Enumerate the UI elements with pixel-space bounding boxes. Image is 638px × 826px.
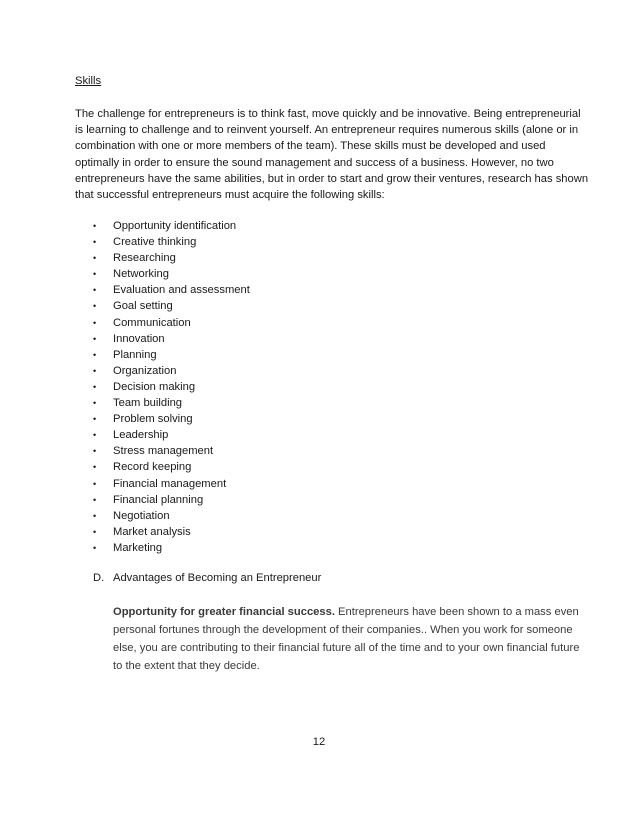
bullet-icon: • bbox=[93, 478, 97, 489]
skill-label: Goal setting bbox=[113, 300, 173, 313]
bullet-icon: • bbox=[93, 365, 97, 376]
skills-list bbox=[93, 218, 250, 556]
section-title: Advantages of Becoming an Entrepreneur bbox=[113, 572, 322, 584]
section-letter: D. bbox=[93, 572, 105, 584]
advantage-bold-lead: Opportunity for greater financial success. bbox=[113, 606, 335, 618]
bullet-icon: • bbox=[93, 253, 97, 264]
paragraph-line: The challenge for entrepreneurs is to think fast, move quickly and be innovative. Being entrepreneurial bbox=[75, 108, 581, 120]
skill-label: Evaluation and assessment bbox=[113, 284, 250, 297]
bullet-icon: • bbox=[93, 269, 97, 280]
skill-label: Networking bbox=[113, 268, 169, 281]
bullet-icon: • bbox=[93, 430, 97, 441]
skills-heading: Skills bbox=[75, 75, 102, 87]
bullet-icon: • bbox=[93, 494, 97, 505]
skill-list-item bbox=[93, 427, 250, 443]
skill-label: Researching bbox=[113, 252, 176, 265]
paragraph-line: optimally in order to ensure the sound management and success of a business. However, no two bbox=[75, 156, 554, 169]
skill-list-item bbox=[93, 476, 250, 492]
skill-label: Negotiation bbox=[113, 509, 170, 522]
skill-label: Planning bbox=[113, 348, 157, 361]
paragraph-line: is learning to challenge and to reinvent yourself. An entrepreneur requires numerous skills (alone or in bbox=[75, 124, 579, 137]
skill-label: Market analysis bbox=[113, 525, 191, 538]
bullet-icon: • bbox=[93, 301, 97, 312]
skill-label: Creative thinking bbox=[113, 236, 197, 249]
skill-label: Problem solving bbox=[113, 413, 193, 426]
skill-list-item bbox=[93, 218, 250, 234]
paragraph-line: to the extent that they decide. bbox=[113, 660, 260, 672]
intro-paragraph bbox=[75, 106, 589, 203]
bullet-icon: • bbox=[93, 237, 97, 248]
skill-label: Leadership bbox=[113, 429, 169, 442]
skill-list-item bbox=[93, 492, 250, 508]
skill-label: Financial management bbox=[113, 477, 227, 490]
skill-list-item bbox=[93, 363, 250, 379]
skill-label: Record keeping bbox=[113, 461, 192, 474]
skill-label: Stress management bbox=[113, 445, 214, 458]
skill-label: Marketing bbox=[113, 541, 163, 554]
skill-list-item bbox=[93, 411, 250, 427]
skill-list-item bbox=[93, 250, 250, 266]
bullet-icon: • bbox=[93, 446, 97, 457]
skill-list-item bbox=[93, 315, 250, 331]
page-number: 12 bbox=[312, 736, 326, 748]
section-heading bbox=[93, 571, 321, 585]
skill-list-item bbox=[93, 347, 250, 363]
bullet-icon: • bbox=[93, 510, 97, 521]
skill-label: Communication bbox=[113, 316, 191, 329]
skill-label: Team building bbox=[113, 397, 183, 410]
paragraph-line: combination with one or more members of the team). These skills must be developed and used bbox=[75, 140, 546, 153]
skill-list-item bbox=[93, 524, 250, 540]
advantage-paragraph bbox=[113, 603, 583, 675]
skill-list-item bbox=[93, 298, 250, 314]
bullet-icon: • bbox=[93, 526, 97, 537]
bullet-icon: • bbox=[93, 221, 97, 231]
skill-list-item bbox=[93, 282, 250, 298]
paragraph-line: personal fortunes through the development of their companies.. When you work for someone bbox=[113, 624, 573, 636]
skill-list-item bbox=[93, 234, 250, 250]
bullet-icon: • bbox=[93, 462, 97, 473]
skill-list-item bbox=[93, 459, 250, 475]
skill-label: Financial planning bbox=[113, 493, 204, 506]
paragraph-line: else, you are contributing to their financial future all of the time and to your own financial future bbox=[113, 642, 580, 654]
bullet-icon: • bbox=[93, 333, 97, 344]
skill-label: Opportunity identification bbox=[113, 220, 237, 232]
bullet-icon: • bbox=[93, 317, 97, 328]
paragraph-line bbox=[113, 603, 583, 621]
bullet-icon: • bbox=[93, 349, 97, 360]
skill-list-item bbox=[93, 395, 250, 411]
bullet-icon: • bbox=[93, 542, 97, 553]
skill-list-item bbox=[93, 508, 250, 524]
bullet-icon: • bbox=[93, 381, 97, 392]
skill-label: Innovation bbox=[113, 332, 165, 345]
skill-list-item bbox=[93, 443, 250, 459]
skill-list-item bbox=[93, 266, 250, 282]
skill-label: Decision making bbox=[113, 380, 196, 393]
advantage-line-rest: Entrepreneurs have been shown to a mass even bbox=[334, 606, 579, 618]
skill-list-item bbox=[93, 540, 250, 556]
paragraph-line: entrepreneurs have the same abilities, but in order to start and grow their ventures, research has shown bbox=[75, 172, 589, 185]
paragraph-line: that successful entrepreneurs must acquire the following skills: bbox=[75, 189, 385, 202]
bullet-icon: • bbox=[93, 285, 97, 296]
skill-label: Organization bbox=[113, 364, 177, 377]
bullet-icon: • bbox=[93, 398, 97, 409]
skill-list-item bbox=[93, 379, 250, 395]
skill-list-item bbox=[93, 331, 250, 347]
bullet-icon: • bbox=[93, 414, 97, 425]
